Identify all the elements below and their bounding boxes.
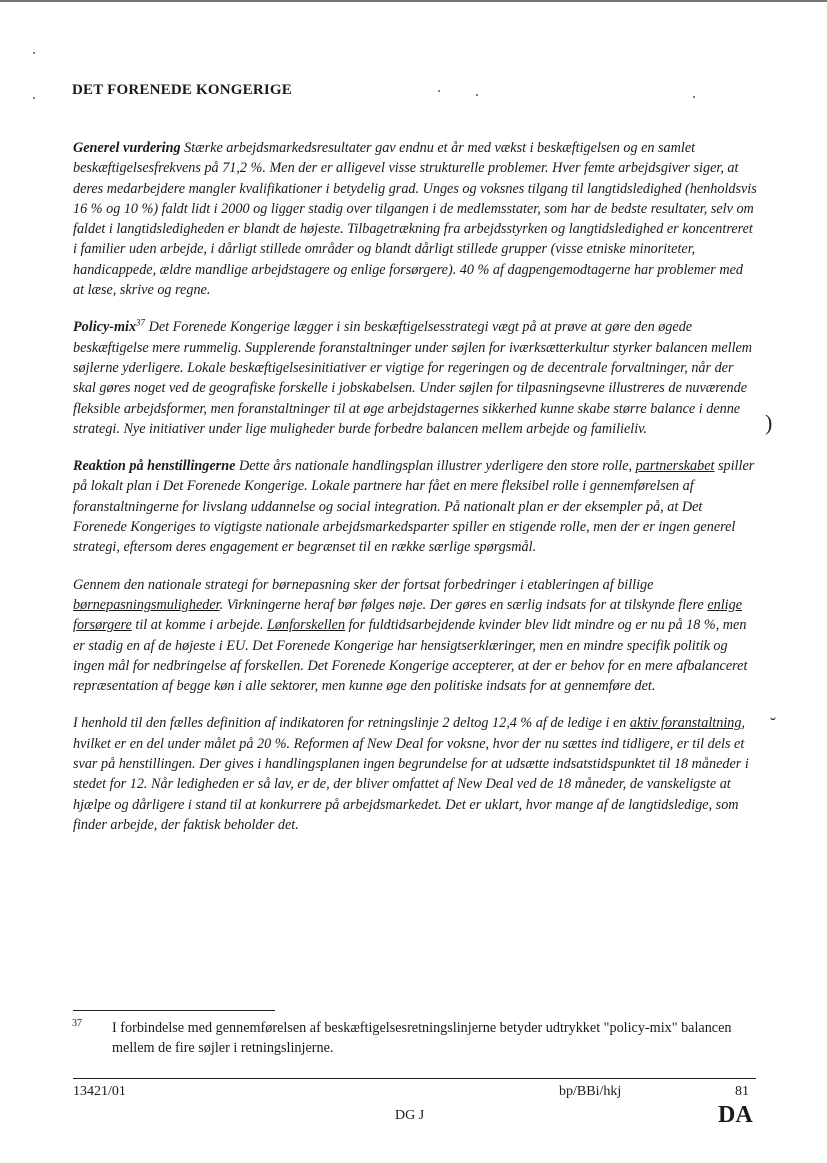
footer-divider: [73, 1078, 756, 1079]
scan-top-edge: [0, 0, 827, 2]
footnote-number: 37: [72, 1018, 82, 1029]
margin-tick-mark: ˘: [770, 714, 776, 734]
paragraph-general-assessment: Generel vurdering Stærke arbejdsmarkedsresultater gav endnu et år med vækst i beskæftigelsen og en samlet beskæftigelsesfrekvens på 71,2 %. Men der er alligevel visse strukturelle problemer. Hver femte arbejdsgiver siger, at deres medarbejdere mangler kvalifikationer i betydelig grad. Unges og voksnes tilgang til langtidsledighed (henholdsvis 16 % og 10 %) faldt lidt i 2000 og ligger stadig over tilgangen i de medlemsstater, som har de bedste resultater, selv om faldet i langtidsledigheden er blandt de højeste. Tilbagetrækning fra arbejdsstyrken og langtidsledighed er koncentreret i familier uden arbejde, i dårligt stillede områder og blandt dårligt stillede grupper (visse etniske minoriteter, handicappede, ældre mandlige arbejdstagere og enlige forsørgere). 40 % af dagpengemodtagerne har problemer med at læse, skrive og regne.: [73, 140, 757, 299]
scan-speck: [476, 94, 478, 96]
paragraph-childcare: Gennem den nationale strategi for børnepasning sker der fortsat forbedringer i etableringen af billige børnepasningsmuligheder. Virkningerne heraf bør følges nøje. Der gøres en særlig indsats for at tilskynde flere enlige forsørgere til at komme i arbejde. Lønforskellen for fuldtidsarbejdende kvinder blev lidt mindre og er nu på 18 %, men er stadig en af de højeste i EU. Det Forenede Kongerige har hensigtserklæringer, men en mindre specifik politik og ingen mål for nedbringelse af forskellen. Det Forenede Kongerige accepterer, at der er behov for en mere afbalanceret repræsentation af begge køn i alle sektorer, men kunne øge den politiske indsats for at gennemføre det.: [73, 576, 748, 695]
page-number: 81: [735, 1084, 749, 1099]
scan-speck: [693, 96, 695, 98]
department-label: DG J: [395, 1108, 425, 1123]
underlined-term: aktiv foranstaltning: [629, 715, 742, 732]
paragraph-lead: Policy-mix: [73, 319, 137, 336]
underlined-term: partnerskabet: [635, 458, 715, 475]
paragraph-response: Reaktion på henstillingerne Dette års nationale handlingsplan illustrer yderligere den store rolle, partnerskabet spiller på lokalt plan i Det Forenede Kongerige. Lokale partnere har fået en mere fleksibel rolle i gennemførelsen af foranstaltningerne for livslang uddannelse og social integration. På nationalt plan er der eksempler på, at Det Forenede Kongeriges to vigtigste nationale arbejdsmarkedsparter spiller en stigende rolle, men der er ingen generel strategi, eftersom deres engagement er begrænset til en række særlige spørgsmål.: [73, 458, 755, 556]
footnote-ref[interactable]: 37: [136, 317, 146, 328]
underlined-term: Lønforskellen: [267, 617, 346, 634]
paragraph-indicator: I henhold til den fælles definition af indikatoren for retningslinje 2 deltog 12,4 % af de ledige i en aktiv foranstaltning, hvilket er en del under målet på 20 %. Reformen af New Deal for voksne, hvor der nu sættes ind tidligere, er til dels et svar på henstillingen. Der gives i handlingsplanen ingen begrundelse for at udsætte indsatstidspunktet til 18 måneder i stedet for 12. Når ledigheden er så lav, er de, der bliver omfattet af New Deal ved de 18 måneder, de vanskeligste at hjælpe og dårligere i stand til at konkurrere på arbejdsmarkedet. Det er uklart, hvor mange af de langtidsledige, som finder arbejde, der faktisk beholder det.: [73, 715, 749, 833]
reference-code: bp/BBi/hkj: [559, 1084, 622, 1099]
scan-speck: [438, 90, 440, 92]
underlined-term: enlige forsørgere: [73, 596, 742, 634]
paragraph-lead: Generel vurdering: [73, 140, 181, 156]
language-code: DA: [718, 1102, 753, 1128]
document-number: 13421/01: [73, 1084, 126, 1099]
paragraph-policy-mix: Policy-mix$^{37}$ Det Forenede Kongerige lægger i sin beskæftigelsesstrategi vægt på at prøve at gøre den øgede beskæftigelse mere rummelig. Supplerende foranstaltninger under søjlen for iværksætterkultur styrker balancen mellem søjlerne yderligere. Lokale beskæftigelsesinitiativer er vigtige for regeringen og de decentrale forvaltninger, når der skal gøres noget ved de geografiske forskelle i jobskabelsen. Under søjlen for tilpasningsevne illustreres de nuværende fleksible arbejdsformer, men foranstaltninger til at øge arbejdstagernes sikkerhed kunne skabe større balance i denne strategi. Nye initiativer under lige muligheder burde forbedre balancen mellem arbejde og familieliv.: [73, 317, 753, 437]
footnote-divider: [73, 1010, 275, 1011]
underlined-term: børnepasningsmuligheder: [73, 596, 220, 613]
scan-speck: [33, 52, 35, 54]
margin-bracket-mark: ): [765, 410, 773, 435]
page-heading: DET FORENEDE KONGERIGE: [72, 82, 292, 98]
scan-speck: [33, 97, 35, 99]
body-text: [73, 138, 757, 852]
paragraph-lead: Reaktion på henstillingerne: [73, 458, 236, 475]
footnote-text: I forbindelse med gennemførelsen af beskæftigelsesretningslinjerne betyder udtrykket "policy-mix" balancen mellem de fire søjler i retningslinjerne.: [112, 1020, 732, 1056]
